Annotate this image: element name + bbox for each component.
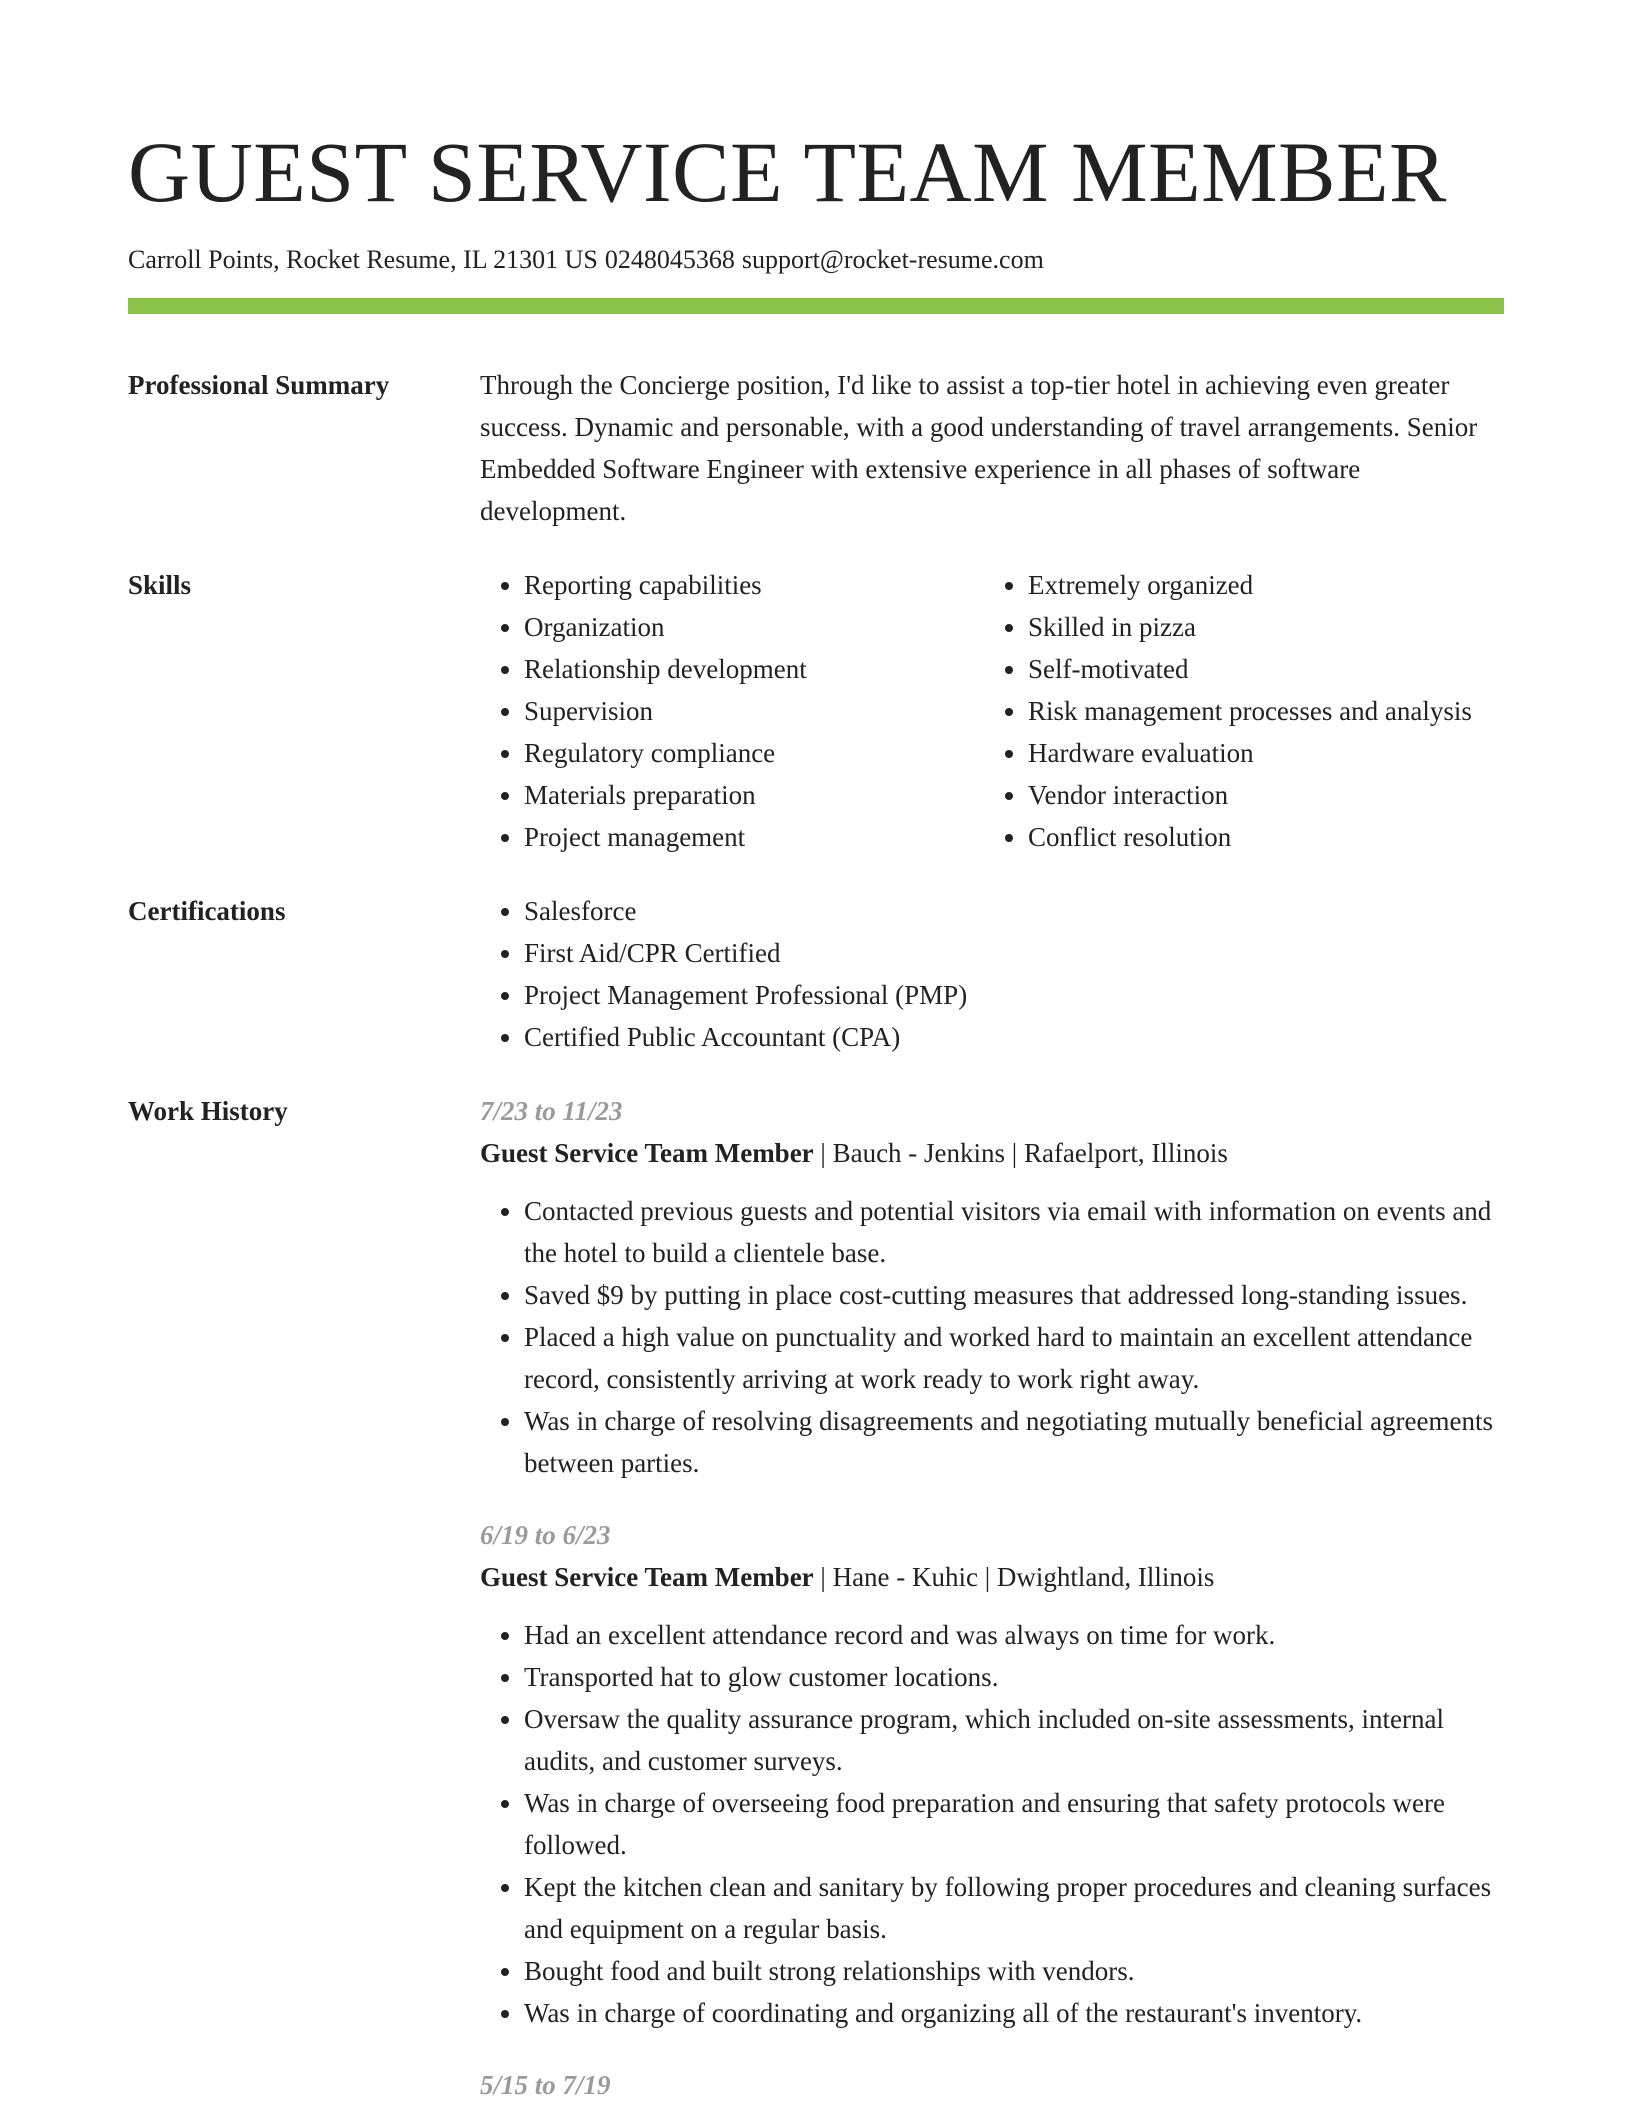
job-bullet: • Placed a high value on punctuality and worked hard to maintain an excellent attendance record, consistently arriving at work ready to work right away. [524,1316,1504,1400]
certification-item: • First Aid/CPR Certified [524,932,1504,974]
job-bullet: • Was in charge of coordinating and organizing all of the restaurant's inventory. [524,1992,1504,2034]
job-bullet: • Had an excellent attendance record and was always on time for work. [524,1614,1504,1656]
certification-item: • Certified Public Accountant (CPA) [524,1016,1504,1058]
skill-item: • Vendor interaction [1028,774,1504,816]
resume-page [128,0,1504,2106]
job-dates: 6/19 to 6/23 [480,1520,611,1550]
skill-item: • Hardware evaluation [1028,732,1504,774]
skill-item: • Regulatory compliance [524,732,984,774]
skill-item: • Supervision [524,690,984,732]
certifications-content [480,890,1504,1058]
job-entry [480,1090,1504,1484]
certification-item: • Project Management Professional (PMP) [524,974,1504,1016]
summary-text: Through the Concierge position, I'd like to assist a top-tier hotel in achieving even greater success. Dynamic and personable, with a good understanding of travel arrangements. Senior Embedded Software Engineer with extensive experience in all phases of software development. [480,370,1478,526]
contact-address: Carroll Points, Rocket Resume, IL 21301 US [128,245,598,274]
section-label-certifications: Certifications [128,896,286,926]
section-label-skills: Skills [128,570,192,600]
job-bullet: • Contacted previous guests and potential visitors via email with information on events and the hotel to build a clientele base. [524,1190,1504,1274]
skill-item: • Organization [524,606,984,648]
skill-item: • Project management [524,816,984,858]
certifications-list [480,890,1504,1058]
skills-columns [480,564,1504,858]
professional-summary-section [128,364,1504,532]
job-heading [480,1556,1504,1598]
job-bullet: • Kept the kitchen clean and sanitary by following proper procedures and cleaning surfaces and equipment on a regular basis. [524,1866,1504,1950]
job-dates: 5/15 to 7/19 [480,2070,611,2100]
skill-item: • Reporting capabilities [524,564,984,606]
certification-item: • Salesforce [524,890,1504,932]
header-accent-rule [128,298,1504,314]
resume-name: GUEST SERVICE TEAM MEMBER [128,124,1447,220]
job-bullet: • Bought food and built strong relationships with vendors. [524,1950,1504,1992]
job-bullet: • Saved $9 by putting in place cost-cutting measures that addressed long-standing issues. [524,1274,1504,1316]
skill-item: • Materials preparation [524,774,984,816]
skill-item: • Skilled in pizza [1028,606,1504,648]
job-employer-location: | Hane - Kuhic | Dwightland, Illinois [813,1562,1215,1592]
job-dates: 7/23 to 11/23 [480,1096,623,1126]
job-bullet: • Was in charge of overseeing food preparation and ensuring that safety protocols were followed. [524,1782,1504,1866]
contact-line [128,244,1504,276]
skill-item: • Relationship development [524,648,984,690]
job-bullet: • Was in charge of resolving disagreements and negotiating mutually beneficial agreements between parties. [524,1400,1504,1484]
work-history-section [128,1090,1504,2106]
job-title: Guest Service Team Member [480,1562,814,1592]
work-history-content [480,1090,1504,2106]
skills-list-right [984,564,1504,858]
job-bullets [480,1614,1504,2034]
section-label-summary: Professional Summary [128,370,390,400]
contact-phone: 0248045368 [604,245,735,274]
skill-item: • Extremely organized [1028,564,1504,606]
contact-email: support@rocket-resume.com [741,245,1044,274]
certifications-section [128,890,1504,1058]
job-title: Guest Service Team Member [480,1138,814,1168]
skill-item: • Risk management processes and analysis [1028,690,1504,732]
job-entry [480,2064,1504,2106]
skill-item: • Self-motivated [1028,648,1504,690]
job-bullets [480,1190,1504,1484]
skill-item: • Conflict resolution [1028,816,1504,858]
skills-list-left [480,564,984,858]
job-entry [480,1514,1504,2034]
job-heading [480,1132,1504,1174]
job-bullet: • Oversaw the quality assurance program, which included on-site assessments, internal audits, and customer surveys. [524,1698,1504,1782]
section-label-work-history: Work History [128,1096,288,1126]
job-bullet: • Transported hat to glow customer locations. [524,1656,1504,1698]
skills-section [128,564,1504,858]
job-employer-location: | Bauch - Jenkins | Rafaelport, Illinois [813,1138,1228,1168]
